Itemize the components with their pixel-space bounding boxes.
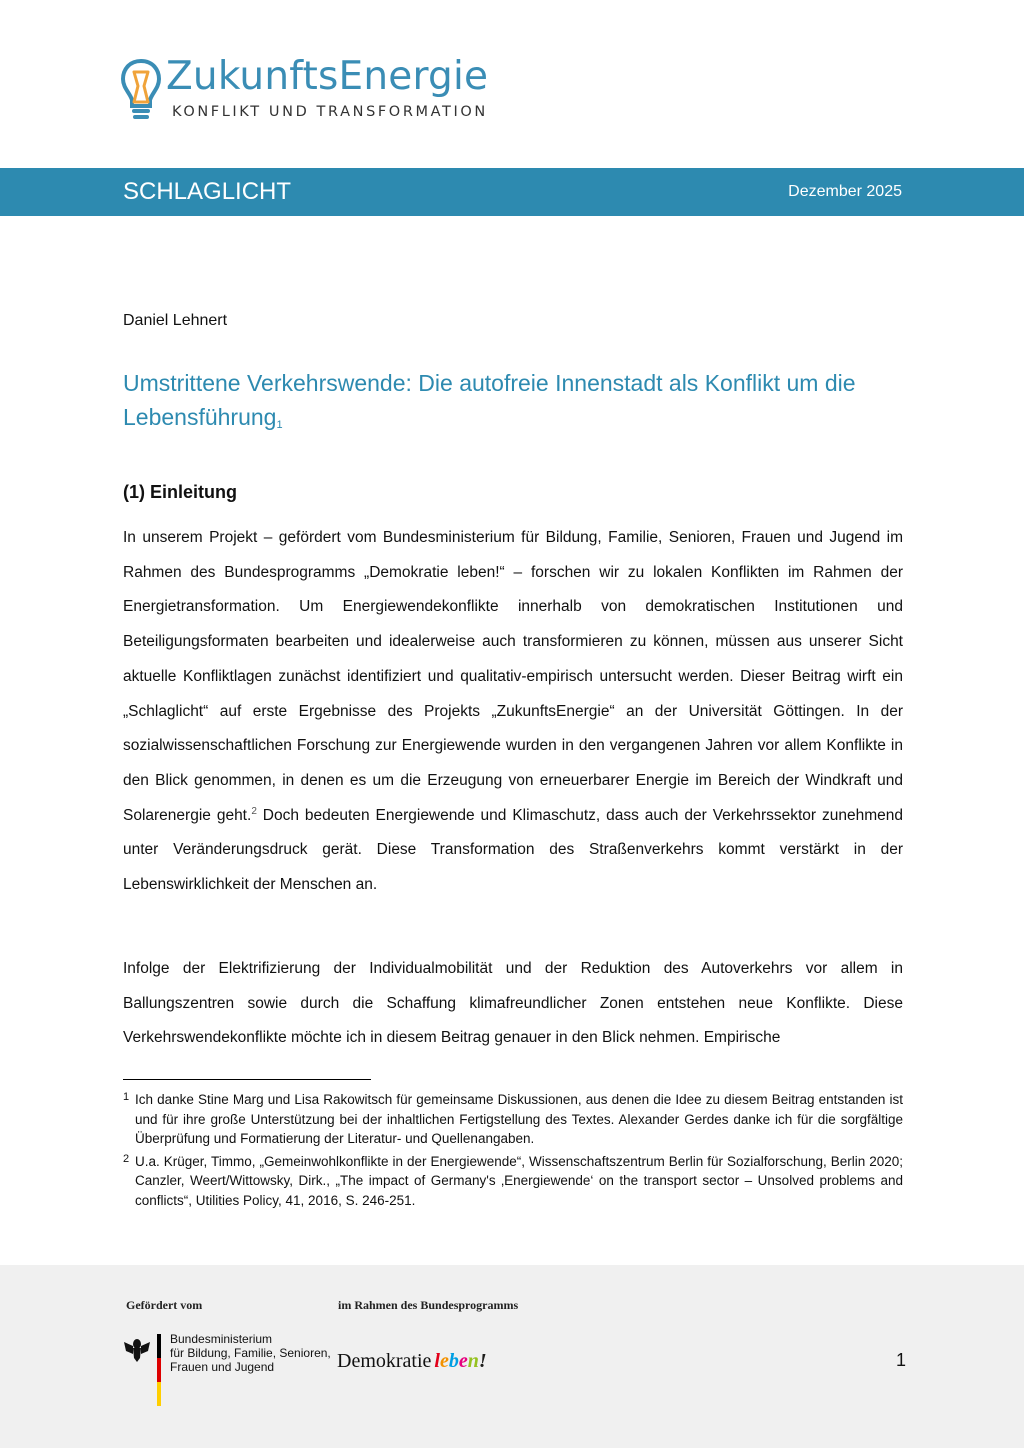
zukunftsenergie-logo bbox=[120, 54, 520, 128]
lightbulb-icon bbox=[120, 58, 162, 124]
document-type-label: SCHLAGLICHT bbox=[123, 178, 292, 205]
section-heading: (1) Einleitung bbox=[123, 482, 237, 502]
paragraph-1-footnote-ref: 2 bbox=[251, 805, 257, 817]
page-number: 1 bbox=[895, 1350, 906, 1370]
ministry-name bbox=[170, 1332, 331, 1374]
ministry-name-line: für Bildung, Familie, Senioren, bbox=[170, 1346, 331, 1360]
paragraph-1-text: In unserem Projekt – gefördert vom Bundesministerium für Bildung, Familie, Senioren, Frauen und Jugend im Rahmen des Bundesprogramms „Demokratie leben!“ – forschen wir zu lokalen Konflikten im Rahmen der Energietransformation. Um Energiewendekonflikte innerhalb von demokratischen Institutionen und Beteiligungsformaten bearbeiten und idealerweise auch transformieren zu können, müssen aus unserer Sicht aktuelle Konfliktlagen zunächst identifiziert und qualitativ-empirisch untersucht werden. Dieser Beitrag wirft ein „Schlaglicht“ auf erste Ergebnisse des Projekts „ZukunftsEnergie“ an der Universität Göttingen. In der sozialwissenschaftlichen Forschung zur Energiewende wurden in den vergangenen Jahren vor allem Konflikte in den Blick genommen, in denen es um die Erzeugung von erneuerbarer Energie im Bereich der Windkraft und Solarenergie geht. bbox=[123, 529, 903, 824]
article-title bbox=[123, 366, 913, 434]
program-name: Demokratie bbox=[337, 1350, 432, 1372]
paragraph-2: Infolge der Elektrifizierung der Individualmobilität und der Reduktion des Autoverkehrs vor allem in Ballungszentren sowie durch die Schaffung klimafreundlicher Zonen entstehen neue Konflikte. Diese Verkehrswendekonflikte möchte ich in diesem Beitrag genauer in den Blick nehmen. Empirische bbox=[123, 960, 903, 1047]
publication-date: Dezember 2025 bbox=[788, 183, 902, 200]
ministry-name-line: Bundesministerium bbox=[170, 1332, 273, 1346]
footnote bbox=[123, 1152, 903, 1211]
author-name: Daniel Lehnert bbox=[123, 312, 228, 329]
footnote-text: Ich danke Stine Marg und Lisa Rakowitsch für gemeinsame Diskussionen, aus denen die Idee zu diesem Beitrag entstanden ist und für ihre große Unterstützung bei der inhaltlichen Fertigstellung des Textes. Alexander Gerdes danke ich für die sorgfältige Überprüfung und Formatierung der Literatur- und Quellenangaben. bbox=[135, 1092, 903, 1146]
ministry-name-line: Frauen und Jugend bbox=[170, 1360, 275, 1374]
logo-wordmark: ZukunftsEnergie bbox=[166, 54, 489, 99]
footnote-divider bbox=[123, 1079, 371, 1080]
federal-eagle-icon bbox=[122, 1334, 152, 1364]
funded-by-label: Gefördert vom bbox=[126, 1298, 203, 1312]
paragraph-1 bbox=[123, 521, 903, 903]
ministry-logo bbox=[122, 1332, 332, 1407]
title-text: Umstrittene Verkehrswende: Die autofreie Innenstadt als Konflikt um die Lebensführung bbox=[123, 370, 856, 430]
header-band bbox=[0, 168, 1024, 216]
program-label: im Rahmen des Bundesprogramms bbox=[338, 1298, 519, 1312]
footnote-number: 1 bbox=[123, 1091, 130, 1103]
footnote-number: 2 bbox=[123, 1152, 130, 1165]
footnote-text: U.a. Krüger, Timmo, „Gemeinwohlkonflikte in der Energiewende“, Wissenschaftszentrum Berlin für Sozialforschung, Berlin 2020; Canzler, Weert/Wittowsky, Dirk., „The impact of Germany's ‚Energiewende‘ on the transport sector – Unsolved problems and conflicts“, Utilities Policy, 41, 2016, S. 246-251. bbox=[135, 1153, 903, 1208]
title-footnote-ref: 1 bbox=[276, 419, 283, 431]
flag-stripes bbox=[157, 1334, 161, 1406]
demokratie-leben-logo bbox=[337, 1350, 487, 1373]
logo-tagline: KONFLIKT UND TRANSFORMATION bbox=[172, 104, 488, 120]
footnote bbox=[123, 1090, 903, 1149]
footnotes bbox=[123, 1090, 903, 1213]
paragraph-1-text-continued: Doch bedeuten Energiewende und Klimaschutz, dass auch der Verkehrssektor zunehmend unter Veränderungsdruck gerät. Diese Transformation des Straßenverkehrs kommt verstärkt in der Lebenswirklichkeit der Menschen an. bbox=[123, 806, 904, 894]
program-name-accent: leben! bbox=[434, 1350, 487, 1372]
